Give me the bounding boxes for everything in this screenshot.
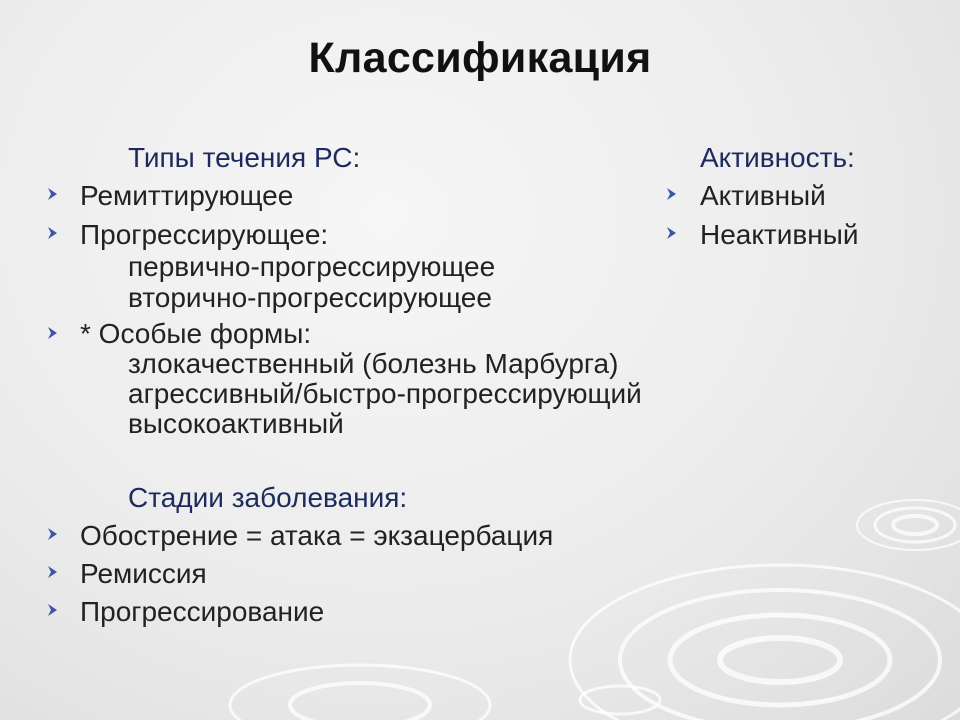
slide-title: Классификация <box>308 34 652 82</box>
type-item-progressive: Прогрессирующее: <box>80 219 329 250</box>
type-item-special-forms: * Особые формы: <box>80 318 312 349</box>
subtype-secondary-progressive: вторично-прогрессирующее <box>128 282 492 313</box>
special-form-aggressive: агрессивный/быстро-прогрессирующий <box>128 378 642 409</box>
special-form-malignant: злокачественный (болезнь Марбурга) <box>128 348 619 379</box>
type-item-remitting: Ремиттирующее <box>80 180 294 211</box>
arrow-bullet-icon <box>664 225 680 241</box>
arrow-bullet-icon <box>664 186 680 202</box>
activity-item-active: Активный <box>700 180 826 211</box>
stages-heading: Стадии заболевания: <box>128 482 408 513</box>
arrow-bullet-icon <box>45 526 61 542</box>
stage-item-progression: Прогрессирование <box>80 596 325 627</box>
arrow-bullet-icon <box>45 325 61 341</box>
stage-item-relapse: Обострение = атака = экзацербация <box>80 520 554 551</box>
activity-item-inactive: Неактивный <box>700 219 859 250</box>
subtype-primary-progressive: первично-прогрессирующее <box>128 251 496 282</box>
arrow-bullet-icon <box>45 564 61 580</box>
arrow-bullet-icon <box>45 225 61 241</box>
types-heading: Типы течения РС: <box>128 142 361 173</box>
stage-item-remission: Ремиссия <box>80 558 207 589</box>
arrow-bullet-icon <box>45 602 61 618</box>
activity-heading: Активность: <box>700 142 855 173</box>
special-form-highly-active: высокоактивный <box>128 408 344 439</box>
arrow-bullet-icon <box>45 186 61 202</box>
